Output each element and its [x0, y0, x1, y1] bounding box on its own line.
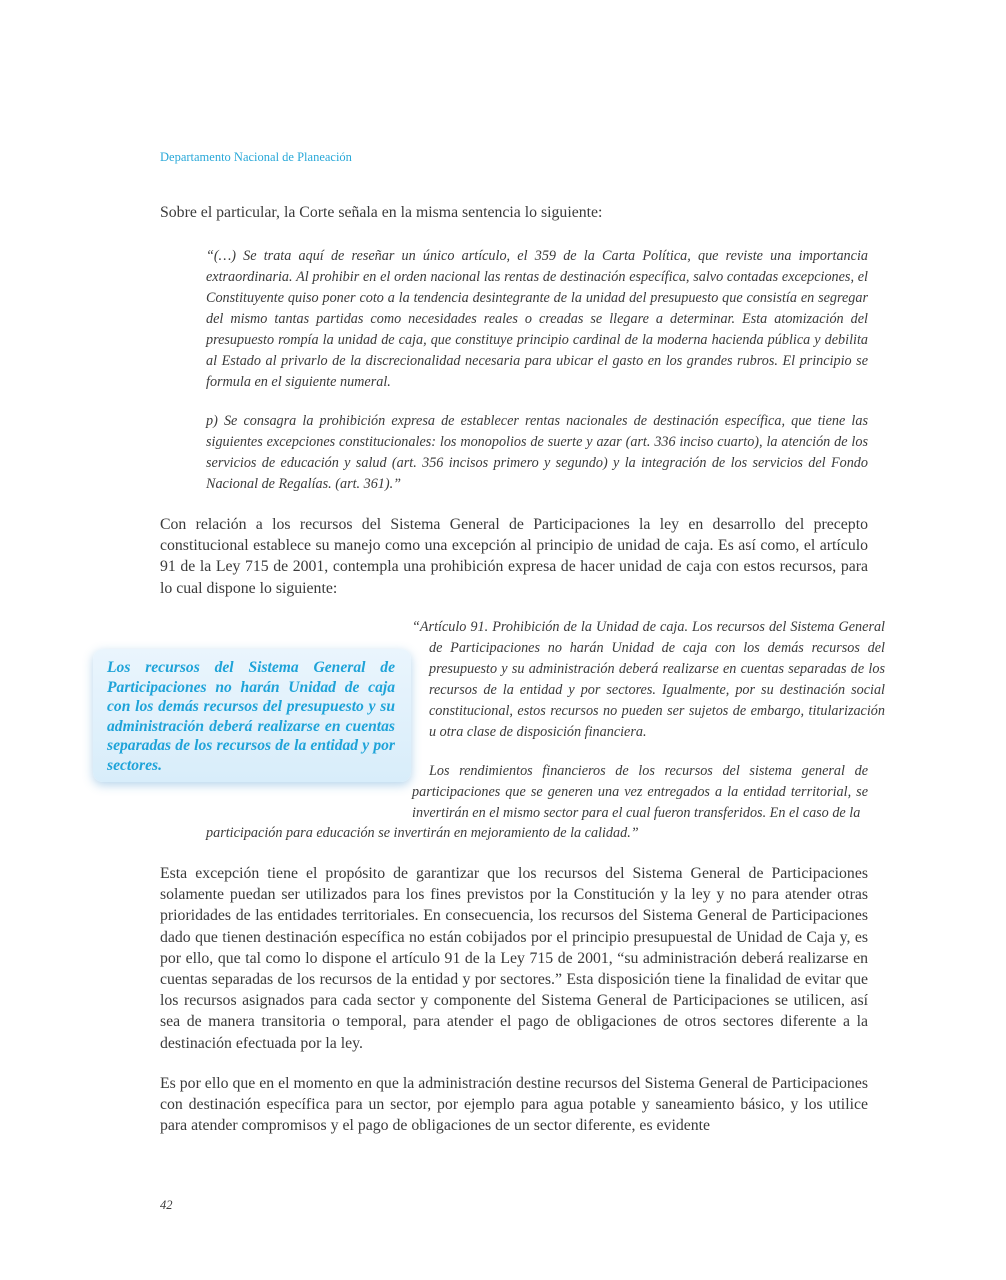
paragraph-intro: Sobre el particular, la Corte señala en la misma sentencia lo siguiente:	[160, 204, 603, 221]
callout-text: Los recursos del Sistema General de Participaciones no harán Unidad de caja con los demás recursos del presupuesto y su administración deberá realizarse en cuentas separadas de los recursos de la entidad y por sectores.	[107, 659, 395, 774]
quote-rendimientos: Los rendimientos financieros de los recursos del sistema general de participaciones que se generen una vez entregados a la entidad territorial, se invertirán en el mismo sector para el cual fueron transferidos. En el caso de la	[412, 763, 868, 821]
paragraph-por-ello: Es por ello que en el momento en que la administración destine recursos del Sistema General de Participaciones con destinación específica para un sector, por ejemplo para agua potable y saneamiento básico, y los utilice para atender compromisos y el pago de obligaciones de un sector diferente, es evidente	[160, 1075, 868, 1135]
running-header: Departamento Nacional de Planeación	[160, 150, 352, 164]
callout-box	[93, 649, 411, 782]
paragraph-relacion: Con relación a los recursos del Sistema General de Participaciones la ley en desarrollo del precepto constitucional establece su manejo como una excepción al principio de unidad de caja. Es así como, el artículo 91 de la Ley 715 de 2001, contempla una prohibición expresa de hacer unidad de caja con estos recursos, para lo cual dispone lo siguiente:	[160, 516, 868, 597]
quote-corte-2: p) Se consagra la prohibición expresa de establecer rentas nacionales de destinación específica, que tiene las siguientes excepciones constitucionales: los monopolios de suerte y azar (art. 336 inciso cuarto), la atención de los servicios de educación y salud (art. 356 incisos primero y segundo) y la integración de los servicios del Fondo Nacional de Regalías. (art. 361).”	[206, 413, 868, 492]
quote-calidad: participación para educación se invertirán en mejoramiento de la calidad.”	[206, 825, 639, 841]
quote-articulo-91: “Artículo 91. Prohibición de la Unidad de caja. Los recursos del Sistema General de Participaciones no harán Unidad de caja con los demás recursos del presupuesto y su administración deberá realizarse en cuentas separadas de los recursos de la entidad y por sectores. Igualmente, por su destinación social constitucional, estos recursos no pueden ser sujetos de embargo, titularización u otra clase de disposición financiera.	[412, 619, 885, 740]
paragraph-excepcion: Esta excepción tiene el propósito de garantizar que los recursos del Sistema General de Participaciones solamente puedan ser utilizados para los fines previstos por la Constitución y la ley y no para atender otras prioridades de las entidades territoriales. En consecuencia, los recursos del Sistema General de Participaciones dado que tienen destinación específica no están cobijados por el principio presupuestal de Unidad de Caja y, es por ello, que tal como lo dispone el artículo 91 de la Ley 715 de 2001, “su administración deberá realizarse en cuentas separadas de los recursos de la entidad y por sectores.” Esta disposición tiene la finalidad de evitar que los recursos asignados para cada sector y componente del Sistema General de Participaciones se utilicen, así sea de manera transitoria o temporal, para atender el pago de obligaciones de otros sectores diferente a la destinación efectuada por la ley.	[160, 865, 868, 1052]
page-number: 42	[160, 1198, 173, 1212]
quote-corte-1: “(…) Se trata aquí de reseñar un único artículo, el 359 de la Carta Política, que reviste una importancia extraordinaria. Al prohibir en el orden nacional las rentas de destinación específica, salvo contadas excepciones, el Constituyente quiso poner coto a la tendencia desintegrante de la unidad del presupuesto que consistía en segregar del mismo tantas partidas como necesidades reales o creadas se llegare a determinar. Esta atomización del presupuesto rompía la unidad de caja, que constituye principio cardinal de la moderna hacienda pública y debilita al Estado al privarlo de la discrecionalidad necesaria para ubicar el gasto en los grandes rubros. El principio se formula en el siguiente numeral.	[206, 248, 868, 390]
